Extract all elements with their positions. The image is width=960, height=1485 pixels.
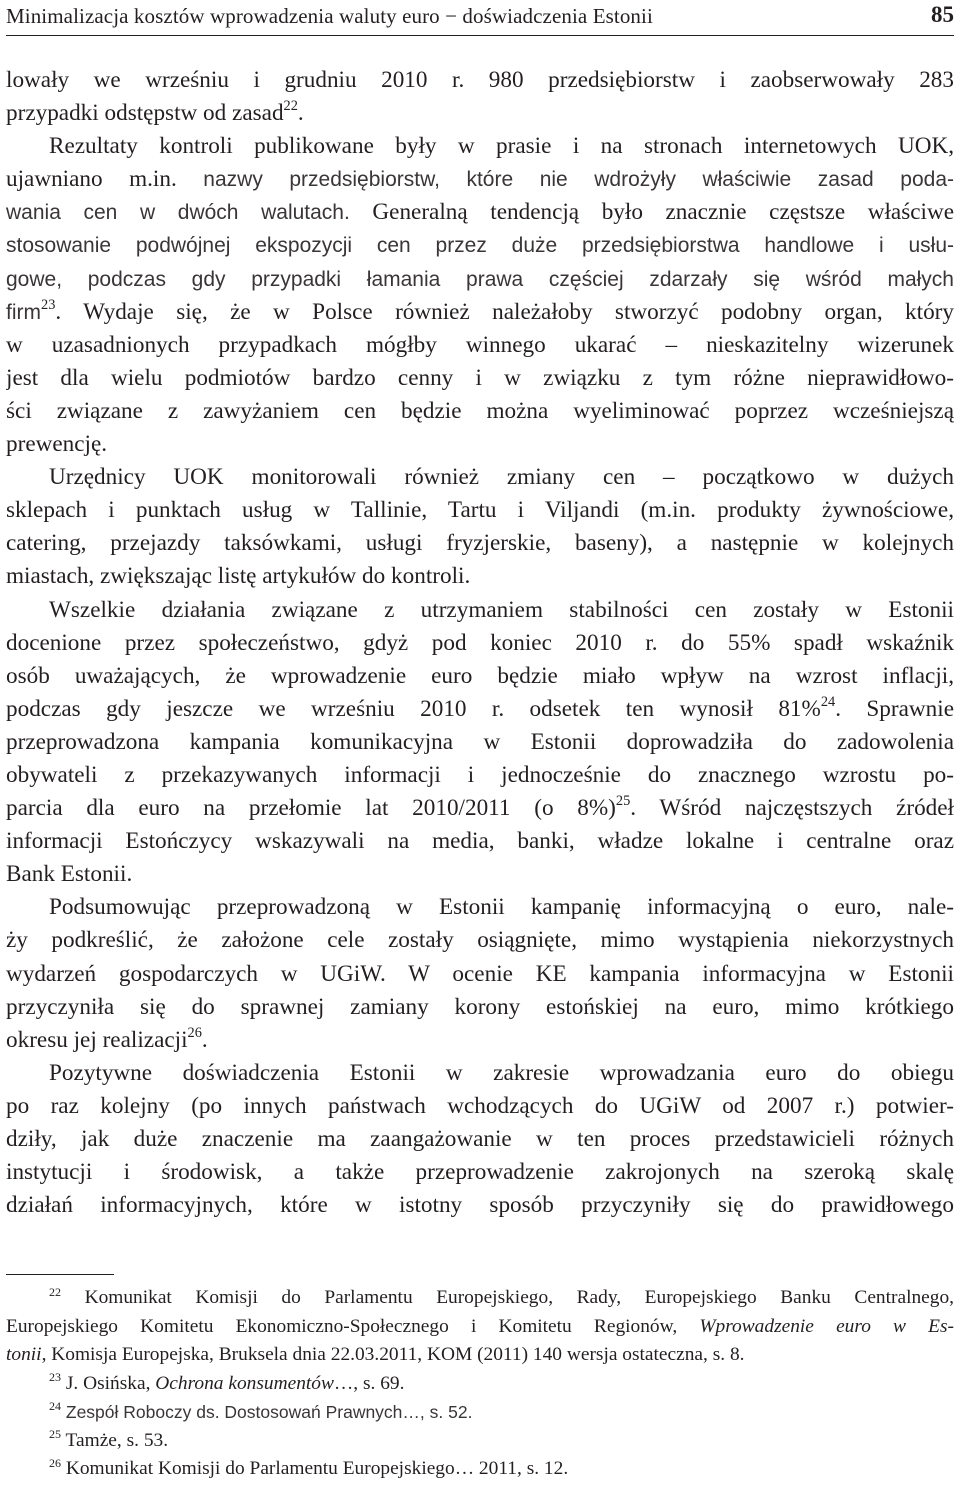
footnote-ref[interactable]: 26 [187,1024,202,1041]
footnote-text: Komunikat Komisji do Parlamentu Europejskiego, Rady, Europejskiego Banku Centralnego, [61,1287,954,1308]
text-line [6,163,954,196]
text-segment: podczas gdy jeszcze we wrześniu 2010 r. odsetek ten wynosił 81% [6,695,821,722]
text-segment: przypadki odstępstw od zasad [6,100,284,127]
footnotes [6,1284,954,1484]
text-line: informacji Estończycy wskazywali na media, banki, władze lokalne i centralne oraz [6,828,954,855]
page-number: 85 [931,2,954,27]
footnote-text: Europejskiego Komitetu Ekonomiczno-Społecznego i Komitetu Regionów, [6,1315,700,1337]
text-line [6,693,954,726]
text-line: Urzędnicy UOK monitorowali również zmiany cen – początkowo w dużych [49,464,954,491]
footnote [6,1455,954,1484]
text-line: prewencję. [6,431,108,458]
text-line [6,1024,954,1057]
text-line: Bank Estonii. [6,861,133,888]
text-line: lowały we wrześniu i grudniu 2010 r. 980 przedsiębiorstw i zaobserwowały 283 [6,67,954,93]
footnote-number: 25 [49,1427,62,1442]
footnote-number: 22 [49,1284,62,1299]
text-line: stosowanie podwójnej ekspozycji cen przez duże przedsiębiorstwa handlowe i usłu- [6,234,954,258]
text-line: Rezultaty kontroli publikowane były w prasie i na stronach internetowych UOK, [49,133,954,160]
footnote-continuation [6,1341,954,1370]
text-segment: . Wydaje się, że w Polsce również należałoby stworzyć podobny organ, który [55,298,954,325]
footnote-title: Wprowadzenie euro w Es- [699,1315,954,1337]
footnote-title: tonii [6,1344,42,1365]
text-line: osób uważających, że wprowadzenie euro będzie miało wpływ na wzrost inflacji, [6,662,954,689]
text-line: ży podkreślić, że założone cele zostały osiągnięte, mimo wystąpienia niekorzystnych [6,927,954,954]
text-line: dziły, jak duże znaczenie ma zaangażowanie w ten proces przedstawicieli różnych [6,1126,954,1152]
footnote-number: 24 [49,1398,62,1413]
text-line: w uzasadnionych przypadkach mógłby winnego ukarać – nieskazitelny wizerunek [6,331,954,358]
text-line: Wszelkie działania związane z utrzymaniem stabilności cen zostały w Estonii [49,596,954,623]
text-segment: Generalną tendencją było znacznie częstsze właściwe [349,199,954,226]
running-header-title: Minimalizacja kosztów wprowadzenia waluty euro − doświadczenia Estonii [6,4,653,28]
footnote-number: 26 [49,1455,62,1470]
text-line [6,792,954,825]
text-line: catering, przejazdy taksówkami, usługi fryzjerskie, baseny), a następnie w kolejnych [6,530,954,557]
running-header [6,0,954,36]
footnote-number: 23 [49,1370,62,1385]
footnote [6,1427,954,1456]
footnote-text: , Komisja Europejska, Bruksela dnia 22.03.2011, KOM (2011) 140 wersja ostateczna, s. 8. [41,1344,745,1365]
footnote-ref[interactable]: 25 [615,793,631,810]
footnote-text: …, s. 69. [333,1372,405,1394]
text-line: Pozytywne doświadczenia Estonii w zakresie wprowadzania euro do obiegu [49,1059,954,1086]
text-line: wydarzeń gospodarczych w UGiW. W ocenie KE kampania informacyjna w Estonii [6,960,954,987]
text-line: obywateli z przekazywanych informacji i jednocześnie do znacznego wzrostu po- [6,761,954,788]
text-line: docenione przez społeczeństwo, gdyż pod koniec 2010 r. do 55% spadł wskaźnik [6,629,954,656]
text-line: sklepach i punktach usług w Tallinie, Tartu i Viljandi (m.in. produkty żywnościowe, [6,497,954,524]
text-line [6,196,954,229]
footnote [6,1284,954,1313]
text-segment: ujawniano m.in. [6,166,177,193]
text-line: jest dla wielu podmiotów bardzo cenny i w związku z tym różne nieprawidłowo- [6,364,954,391]
text-line: ści związane z zawyżaniem cen będzie można wyeliminować poprzez wcześniejszą [6,397,954,424]
footnote-ref[interactable]: 22 [283,98,298,115]
footnote [6,1370,954,1399]
text-segment: . Sprawnie [835,695,954,722]
text-line: Podsumowując przeprowadzoną w Estonii kampanię informacyjną o euro, nale- [49,894,954,921]
footnote-separator [6,1274,114,1275]
text-segment: . Wśród najczęstszych źródeł [630,795,954,822]
footnote-text: Zespół Roboczy ds. Dostosowań Prawnych…, s. 52. [61,1402,473,1422]
text-line [6,296,954,329]
text-segment: okresu jej realizacji [6,1026,188,1053]
text-line: miastach, zwiększając listę artykułów do kontroli. [6,563,471,590]
text-line: przyczyniła się do sprawnej zamiany korony estońskiej na euro, mimo krótkiego [6,993,954,1020]
footnote-text: J. Osińska, [61,1372,156,1394]
header-rule [6,35,954,36]
text-segment: wania cen w dwóch walutach. [6,201,350,225]
text-line: przeprowadzona kampania komunikacyjna w Estonii doprowadziła do zadowolenia [6,728,954,755]
text-segment: . [297,100,304,127]
main-text [6,64,954,1222]
text-segment: . [201,1026,208,1053]
text-segment: parcia dla euro na przełomie lat 2010/2011 (o 8%) [6,795,616,822]
text-line: gowe, podczas gdy przypadki łamania prawa częściej zdarzały się wśród małych [6,267,954,291]
text-line [6,97,954,130]
footnote-title: Ochrona konsumentów [155,1372,334,1394]
text-line: instytucji i środowisk, a także przeprowadzenie zakrojonych na szeroką skalę [6,1159,954,1186]
text-segment: nazwy przedsiębiorstw, które nie wdrożyły właściwie zasad poda- [176,168,954,192]
text-line: po raz kolejny (po innych państwach wchodzących do UGiW od 2007 r.) potwier- [6,1092,954,1119]
footnote-ref[interactable]: 24 [820,693,836,710]
footnote-continuation [6,1313,954,1342]
footnote-text: Komunikat Komisji do Parlamentu Europejskiego… 2011, s. 12. [61,1458,569,1479]
text-line: działań informacyjnych, które w istotny sposób przyczyniły się do prawidłowego [6,1192,954,1219]
text-segment: firm [6,300,41,324]
footnote-ref[interactable]: 23 [41,296,56,313]
footnote [6,1398,954,1427]
footnote-text: Tamże, s. 53. [61,1429,169,1451]
